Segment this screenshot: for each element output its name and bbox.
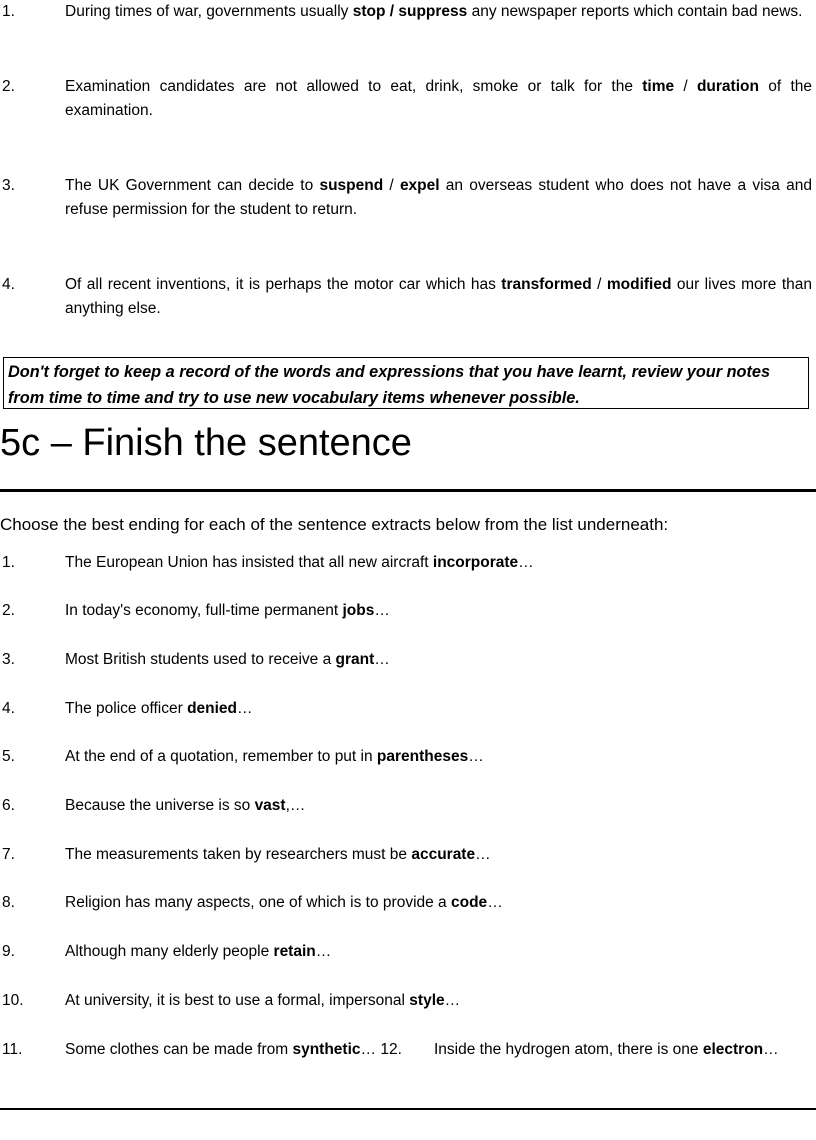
list-item xyxy=(0,1038,812,1062)
key-word: grant xyxy=(335,651,375,668)
item-text xyxy=(65,75,812,123)
option-two: suppress xyxy=(398,3,468,20)
item-number: 4. xyxy=(2,700,15,717)
item-text-after: of the examination. xyxy=(65,78,812,119)
item-number: 9. xyxy=(2,943,15,960)
item-number: 2. xyxy=(2,78,15,95)
list-item xyxy=(0,745,812,769)
option-two: duration xyxy=(696,78,759,95)
list-item xyxy=(0,75,812,123)
item-text-before: Because the universe is so xyxy=(65,797,255,814)
item-text xyxy=(65,551,812,575)
item-text-second xyxy=(434,1038,779,1062)
item-text-before: The UK Government can decide to xyxy=(65,177,320,194)
item-text-before: The police officer xyxy=(65,700,188,717)
option-one: suspend xyxy=(319,177,384,194)
item-text-after: ,… xyxy=(285,797,306,814)
item-text-after: … xyxy=(315,943,332,960)
item-text xyxy=(65,794,812,818)
item-text-after: … xyxy=(374,651,390,668)
item-text xyxy=(65,174,812,222)
key-word: style xyxy=(409,992,445,1009)
list-item xyxy=(0,794,812,818)
item-text xyxy=(65,599,812,623)
item-text-before: Examination candidates are not allowed to eat, drink, smoke or talk for the xyxy=(65,78,643,95)
item-text xyxy=(65,648,812,672)
item-text-after: our lives more than anything else. xyxy=(65,276,812,317)
option-two: modified xyxy=(606,276,672,293)
item-text-before: The measurements taken by researchers must be xyxy=(65,846,412,863)
list-item xyxy=(0,0,812,24)
item-text-before: Inside the hydrogen atom, there is one xyxy=(434,1041,703,1058)
list-item xyxy=(0,697,812,721)
item-text-before: Some clothes can be made from xyxy=(65,1041,293,1058)
item-text-after: … xyxy=(444,992,461,1009)
option-two: expel xyxy=(399,177,440,194)
item-text-before: Of all recent inventions, it is perhaps the motor car which has xyxy=(65,276,502,293)
bottom-divider xyxy=(0,1108,816,1110)
item-number: 8. xyxy=(2,894,15,911)
list-item xyxy=(0,891,812,915)
list-item xyxy=(0,174,812,222)
item-text-after: … xyxy=(487,894,503,911)
key-word: incorporate xyxy=(432,554,519,571)
list-item xyxy=(0,551,812,575)
item-number: 6. xyxy=(2,797,15,814)
list-item xyxy=(0,843,812,867)
option-separator: / xyxy=(383,177,400,194)
list-item xyxy=(0,648,812,672)
item-text-before: At university, it is best to use a formal, impersonal xyxy=(65,992,410,1009)
item-text-after: … 12. xyxy=(360,1041,402,1058)
item-text-before: At the end of a quotation, remember to put in xyxy=(65,748,377,765)
item-text-after: … xyxy=(374,602,390,619)
list-item xyxy=(0,599,812,623)
item-text-after: any newspaper reports which contain bad news. xyxy=(467,3,803,20)
item-number: 4. xyxy=(2,276,15,293)
item-text-after: … xyxy=(475,846,491,863)
key-word: vast xyxy=(254,797,286,814)
item-text-after: … xyxy=(237,700,253,717)
item-number: 3. xyxy=(2,651,15,668)
item-text-before: The European Union has insisted that all new aircraft xyxy=(65,554,433,571)
item-text xyxy=(65,0,812,24)
option-separator: / xyxy=(591,276,607,293)
item-text xyxy=(65,843,812,867)
key-word: parentheses xyxy=(376,748,469,765)
item-number: 7. xyxy=(2,846,15,863)
key-word: accurate xyxy=(411,846,476,863)
item-text xyxy=(65,989,812,1013)
option-one: stop xyxy=(352,3,386,20)
vocabulary-note-box: Don't forget to keep a record of the words and expressions that you have learnt, review your notes from time to time and try to use new vocabulary items whenever possible. xyxy=(3,357,809,409)
item-text xyxy=(65,940,812,964)
item-text-before: During times of war, governments usually xyxy=(65,3,353,20)
item-number: 11. xyxy=(2,1041,23,1058)
key-word: denied xyxy=(187,700,238,717)
list-item xyxy=(0,273,812,321)
item-text-before: Most British students used to receive a xyxy=(65,651,336,668)
option-separator: / xyxy=(385,3,399,20)
item-number: 5. xyxy=(2,748,15,765)
key-word: code xyxy=(451,894,488,911)
item-number: 3. xyxy=(2,177,15,194)
key-word: electron xyxy=(702,1041,764,1058)
section-instruction: Choose the best ending for each of the sentence extracts below from the list underneath: xyxy=(0,515,669,534)
list-item xyxy=(0,940,812,964)
item-number: 10. xyxy=(2,992,24,1009)
item-text xyxy=(65,273,812,321)
item-number: 1. xyxy=(2,3,15,20)
option-separator: / xyxy=(674,78,697,95)
list-item xyxy=(0,989,812,1013)
item-text-before: Although many elderly people xyxy=(65,943,274,960)
item-text-before: In today's economy, full-time permanent xyxy=(65,602,343,619)
section-divider xyxy=(0,489,816,492)
item-text xyxy=(65,697,812,721)
item-number: 2. xyxy=(2,602,15,619)
key-word: synthetic xyxy=(292,1041,361,1058)
item-number: 1. xyxy=(2,554,15,571)
item-text-after: an overseas student who does not have a visa and refuse permission for the student to return. xyxy=(65,177,813,218)
key-word: retain xyxy=(273,943,316,960)
option-one: time xyxy=(642,78,675,95)
item-text xyxy=(65,891,812,915)
option-one: transformed xyxy=(501,276,592,293)
item-text xyxy=(65,745,812,769)
item-text-after: … xyxy=(468,748,484,765)
item-text-after: … xyxy=(763,1041,779,1058)
section-title: 5c – Finish the sentence xyxy=(0,422,412,464)
item-text-after: … xyxy=(518,554,534,571)
key-word: jobs xyxy=(342,602,375,619)
item-text-before: Religion has many aspects, one of which is to provide a xyxy=(65,894,451,911)
